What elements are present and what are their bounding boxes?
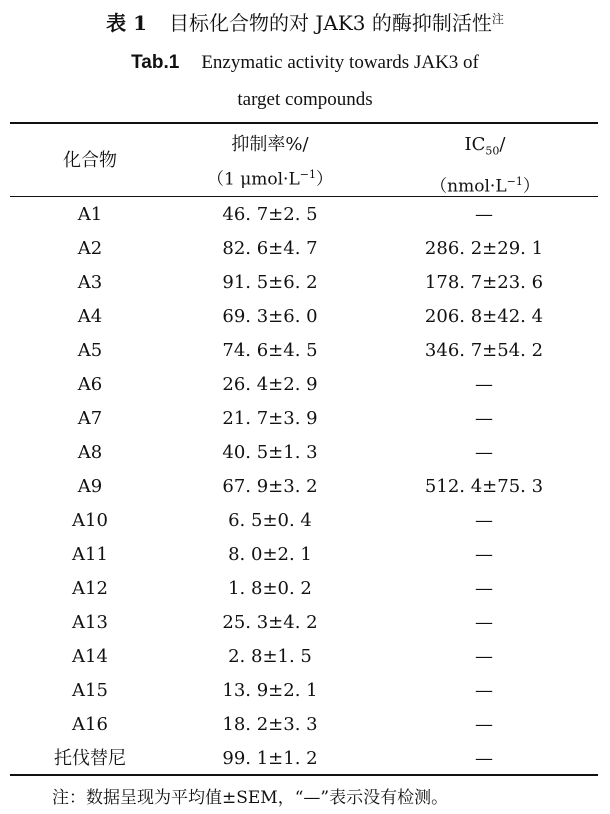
cell-compound: A1 — [77, 204, 103, 225]
cell-inhibition: 18. 2±3. 3 — [222, 714, 318, 735]
cell-ic50: — — [475, 204, 493, 225]
cell-inhibition: 21. 7±3. 9 — [222, 408, 318, 429]
header-compound: 化合物 — [63, 150, 117, 171]
cell-compound: A15 — [72, 680, 108, 701]
cell-inhibition: 91. 5±6. 2 — [222, 272, 318, 293]
table-row — [10, 334, 598, 368]
table-bottom-rule — [10, 774, 598, 776]
table-label-zh: 表 1 — [106, 11, 148, 35]
title-note-mark: 注 — [491, 12, 504, 26]
table-row — [10, 504, 598, 538]
header-ic50 — [380, 126, 590, 196]
cell-compound: A7 — [77, 408, 103, 429]
caption-chinese — [0, 6, 610, 40]
cell-compound: A5 — [77, 340, 103, 361]
cell-compound: A3 — [77, 272, 103, 293]
unit-close: ） — [522, 176, 540, 197]
table-row — [10, 198, 598, 232]
cell-inhibition: 40. 5±1. 3 — [222, 442, 318, 463]
table-row — [10, 708, 598, 742]
table-row — [10, 232, 598, 266]
cell-ic50: — — [475, 646, 493, 667]
table-row — [10, 266, 598, 300]
cell-ic50: — — [475, 442, 493, 463]
cell-inhibition: 46. 7±2. 5 — [222, 204, 318, 225]
cell-inhibition: 6. 5±0. 4 — [228, 510, 312, 531]
table-row — [10, 606, 598, 640]
cell-ic50: — — [475, 374, 493, 395]
cell-compound: A11 — [72, 544, 108, 565]
table-row — [10, 640, 598, 674]
table-top-rule — [10, 122, 598, 124]
cell-compound: A2 — [77, 238, 103, 259]
table-row — [10, 538, 598, 572]
table-footnote: 注：数据呈现为平均值±SEM，“—”表示没有检测。 — [52, 788, 449, 808]
header-inhibition-unit — [170, 160, 370, 195]
table-title-en-line1: Enzymatic activity towards JAK3 of — [201, 52, 479, 73]
cell-ic50: — — [475, 578, 493, 599]
cell-inhibition: 25. 3±4. 2 — [222, 612, 318, 633]
cell-ic50: — — [475, 544, 493, 565]
cell-ic50: — — [475, 408, 493, 429]
table-body — [10, 198, 598, 776]
cell-ic50: — — [475, 612, 493, 633]
cell-inhibition: 2. 8±1. 5 — [228, 646, 312, 667]
unit-exponent: −1 — [299, 168, 316, 181]
table-header-rule — [10, 196, 598, 197]
table-row — [10, 572, 598, 606]
cell-compound: A16 — [72, 714, 108, 735]
table-title-en-line2: target compounds — [237, 89, 373, 110]
header-inhibition-line1: 抑制率%/ — [231, 134, 309, 155]
table-title-zh: 目标化合物的对 JAK3 的酶抑制活性 — [169, 11, 492, 35]
cell-ic50: 512. 4±75. 3 — [424, 476, 544, 497]
unit-text: （1 μmol·L — [207, 169, 300, 190]
unit-close: ） — [315, 169, 333, 190]
table-row — [10, 674, 598, 708]
cell-ic50: — — [475, 714, 493, 735]
cell-ic50: 286. 2±29. 1 — [424, 238, 544, 259]
table-row — [10, 742, 598, 776]
cell-ic50: 178. 7±23. 6 — [424, 272, 544, 293]
cell-compound: A14 — [72, 646, 108, 667]
ic50-slash: / — [499, 134, 506, 155]
table-row — [10, 470, 598, 504]
cell-compound: A4 — [77, 306, 103, 327]
cell-compound: A8 — [77, 442, 103, 463]
cell-inhibition: 8. 0±2. 1 — [228, 544, 312, 565]
table-row — [10, 300, 598, 334]
header-ic50-line1 — [380, 130, 590, 167]
cell-compound: A10 — [72, 510, 108, 531]
unit-text: （nmol·L — [430, 176, 507, 197]
cell-inhibition: 82. 6±4. 7 — [222, 238, 318, 259]
cell-compound: A9 — [77, 476, 103, 497]
cell-inhibition: 26. 4±2. 9 — [222, 374, 318, 395]
cell-inhibition: 1. 8±0. 2 — [228, 578, 312, 599]
cell-compound: A6 — [77, 374, 103, 395]
unit-exponent: −1 — [506, 174, 523, 188]
cell-inhibition: 99. 1±1. 2 — [222, 748, 318, 769]
cell-inhibition: 74. 6±4. 5 — [222, 340, 318, 361]
cell-compound: A13 — [72, 612, 108, 633]
cell-inhibition: 67. 9±3. 2 — [222, 476, 318, 497]
table-label-en: Tab.1 — [131, 52, 180, 73]
caption-english-line1 — [0, 48, 610, 78]
cell-ic50: 346. 7±54. 2 — [424, 340, 544, 361]
header-inhibition — [170, 126, 370, 196]
table-row — [10, 436, 598, 470]
ic50-text: IC — [464, 134, 486, 155]
cell-compound: A12 — [72, 578, 108, 599]
cell-inhibition: 13. 9±2. 1 — [222, 680, 318, 701]
cell-ic50: — — [475, 680, 493, 701]
cell-ic50: — — [475, 748, 493, 769]
cell-ic50: 206. 8±42. 4 — [424, 306, 544, 327]
table-row — [10, 368, 598, 402]
cell-ic50: — — [475, 510, 493, 531]
table-row — [10, 402, 598, 436]
cell-inhibition: 69. 3±6. 0 — [222, 306, 318, 327]
ic50-subscript: 50 — [485, 144, 500, 158]
cell-compound: 托伐替尼 — [54, 748, 126, 769]
